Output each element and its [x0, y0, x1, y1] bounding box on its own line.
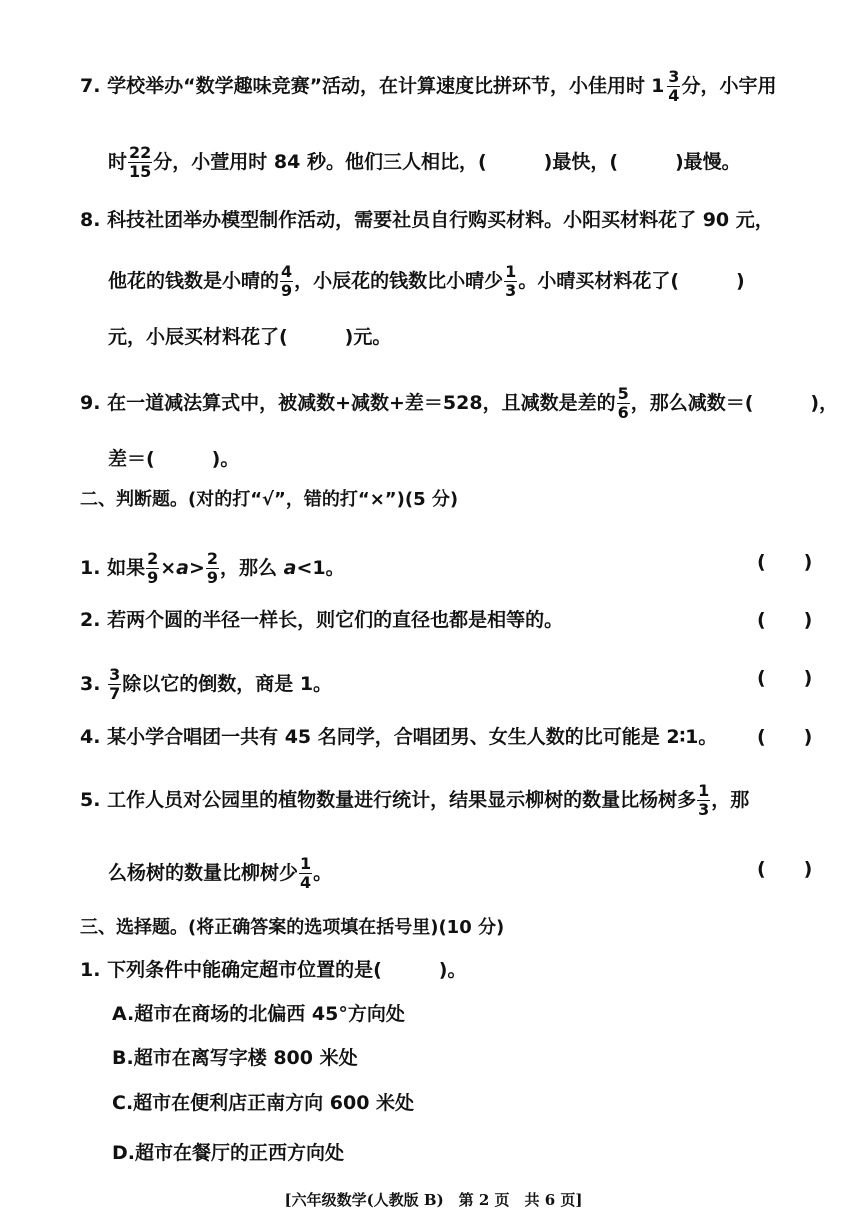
s2-q4-text: 某小学合唱团一共有 45 名同学，合唱团男、女生人数的比可能是 2∶1。 [107, 726, 718, 748]
s2-q4-line [80, 725, 717, 749]
s2-q3-answer-paren[interactable]: ( ) [757, 667, 813, 689]
s3-q1-option-c[interactable]: C.超市在便利店正南方向 600 米处 [112, 1092, 415, 1114]
s2-q2-line [80, 608, 563, 632]
q8-fraction-1-numerator: 4 [281, 262, 293, 281]
s2-q1-text-g: <1。 [296, 557, 345, 579]
q9-text-c: 差＝( )。 [108, 448, 240, 470]
q7-text-b: 分，小宇用 [681, 75, 777, 97]
s3-q1-number: 1. [80, 959, 101, 981]
q8-line3 [108, 325, 391, 349]
s2-q5-line2 [108, 855, 332, 892]
q7-fraction-2 [128, 144, 152, 181]
q8-fraction-1 [280, 263, 293, 300]
s2-q5-fraction-1 [697, 782, 710, 819]
s3-q1-option-d[interactable]: D.超市在餐厅的正西方向处 [112, 1142, 344, 1164]
s2-q3-number: 3. [80, 673, 101, 695]
q7-line1 [80, 68, 776, 105]
s2-q5-line1 [80, 782, 749, 819]
s3-q1-stem: 下列条件中能确定超市位置的是( )。 [107, 959, 467, 981]
q8-number: 8. [80, 209, 101, 231]
q9-line2 [108, 447, 239, 471]
s2-q1-gt: > [188, 557, 205, 579]
s2-q5-text-d: 。 [313, 862, 333, 884]
q7-fraction-1 [667, 68, 680, 105]
q8-text-d: 。小晴买材料花了( ) [518, 270, 745, 292]
q7-text-c: 时 [108, 151, 128, 173]
q7-mixed-integer: 1 [651, 75, 665, 97]
q7-fraction-1-denominator: 4 [668, 86, 680, 105]
q8-fraction-2-numerator: 1 [505, 262, 517, 281]
page-footer: [六年级数学(人教版 B) 第 2 页 共 6 页] [284, 1191, 583, 1209]
s2-q1-number: 1. [80, 557, 101, 579]
q7-text-a: 学校举办“数学趣味竞赛”活动，在计算速度比拼环节，小佳用时 [107, 75, 646, 97]
q8-fraction-2 [504, 263, 517, 300]
s2-q3-fraction [108, 666, 121, 703]
q9-number: 9. [80, 392, 101, 414]
q8-line2 [108, 263, 745, 300]
s2-q5-fraction-1-denominator: 3 [698, 800, 710, 819]
s2-q1-fraction-1 [146, 550, 159, 587]
s2-q1-fraction-2 [206, 550, 219, 587]
s2-q1-times: × [160, 557, 177, 579]
q8-fraction-1-denominator: 9 [281, 281, 293, 300]
q9-fraction-1 [617, 385, 630, 422]
s2-q1-line [80, 550, 345, 587]
s2-q1-fraction-2-numerator: 2 [206, 549, 219, 568]
s2-q5-fraction-2 [299, 855, 312, 892]
s2-q1-text-d: ，那么 [220, 557, 284, 579]
s3-q1-stem-line [80, 958, 466, 982]
q9-text-b: ，那么减数＝( )， [630, 392, 839, 414]
s2-q3-text: 除以它的倒数，商是 1。 [122, 673, 333, 695]
s2-q5-text-c: 么杨树的数量比柳树少 [108, 862, 299, 884]
q7-fraction-2-denominator: 15 [129, 162, 152, 181]
s3-q1-option-a[interactable]: A.超市在商场的北偏西 45°方向处 [112, 1003, 405, 1025]
q8-line1 [80, 208, 774, 232]
q8-text-a: 科技社团举办模型制作活动，需要社员自行购买材料。小阳买材料花了 90 元， [107, 209, 774, 231]
q9-text-a: 在一道减法算式中，被减数+减数+差＝528，且减数是差的 [107, 392, 616, 414]
q7-fraction-1-numerator: 3 [668, 67, 680, 86]
s2-q1-fraction-2-denominator: 9 [206, 568, 219, 587]
s2-q5-fraction-1-numerator: 1 [698, 781, 710, 800]
s2-q4-answer-paren[interactable]: ( ) [757, 726, 813, 748]
s2-q1-fraction-1-denominator: 9 [147, 568, 159, 587]
s2-q5-answer-paren[interactable]: ( ) [757, 858, 813, 880]
q7-number: 7. [80, 75, 101, 97]
section3-title: 三、选择题。(将正确答案的选项填在括号里)(10 分) [80, 917, 505, 938]
s2-q1-answer-paren[interactable]: ( ) [757, 551, 813, 573]
s2-q3-fraction-numerator: 3 [109, 665, 121, 684]
s2-q3-fraction-denominator: 7 [109, 684, 121, 703]
q8-fraction-2-denominator: 3 [505, 281, 517, 300]
s2-q2-answer-paren[interactable]: ( ) [757, 609, 813, 631]
s2-q5-number: 5. [80, 789, 101, 811]
s2-q5-text-b: ，那 [711, 789, 750, 811]
q9-fraction-1-denominator: 6 [617, 403, 629, 422]
s2-q5-text-a: 工作人员对公园里的植物数量进行统计，结果显示柳树的数量比杨树多 [107, 789, 697, 811]
s2-q1-var-a-2: a [283, 557, 297, 579]
q7-fraction-2-numerator: 22 [129, 143, 152, 162]
q9-line1 [80, 385, 838, 422]
q8-text-e: 元，小辰买材料花了( )元。 [108, 326, 392, 348]
q8-text-c: ，小辰花的钱数比小晴少 [294, 270, 504, 292]
s2-q5-fraction-2-numerator: 1 [300, 854, 312, 873]
q9-fraction-1-numerator: 5 [617, 384, 629, 403]
q7-text-d: 分，小萱用时 84 秒。他们三人相比，( )最快，( )最慢。 [153, 151, 741, 173]
s2-q2-number: 2. [80, 609, 101, 631]
s2-q1-var-a: a [176, 557, 189, 579]
q7-line2 [108, 144, 741, 181]
s2-q3-line [80, 666, 332, 703]
s2-q5-fraction-2-denominator: 4 [300, 873, 312, 892]
section2-title: 二、判断题。(对的打“√”，错的打“×”)(5 分) [80, 489, 459, 510]
s3-q1-option-b[interactable]: B.超市在离写字楼 800 米处 [112, 1047, 358, 1069]
s2-q2-text: 若两个圆的半径一样长，则它们的直径也都是相等的。 [107, 609, 564, 631]
s2-q1-text-a: 如果 [107, 557, 146, 579]
q8-text-b: 他花的钱数是小晴的 [108, 270, 280, 292]
s2-q1-fraction-1-numerator: 2 [147, 549, 159, 568]
s2-q4-number: 4. [80, 726, 101, 748]
